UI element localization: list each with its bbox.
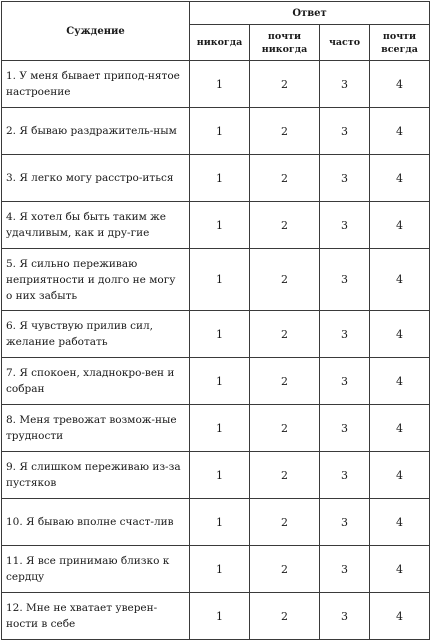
statement-cell: 9. Я слишком переживаю из-за пустяков xyxy=(2,452,190,499)
statement-cell: 11. Я все принимаю близко к сердцу xyxy=(2,546,190,593)
statement-cell: 10. Я бываю вполне счаст-лив xyxy=(2,499,190,546)
table-row xyxy=(2,452,430,499)
table-row xyxy=(2,249,430,311)
score-cell: 3 xyxy=(320,405,370,452)
score-cell: 2 xyxy=(250,249,320,311)
statement-cell: 6. Я чувствую прилив сил, желание работать xyxy=(2,311,190,358)
score-cell: 3 xyxy=(320,358,370,405)
score-cell: 3 xyxy=(320,452,370,499)
table-row xyxy=(2,546,430,593)
table-row xyxy=(2,108,430,155)
score-cell: 4 xyxy=(370,108,430,155)
table-row xyxy=(2,311,430,358)
score-cell: 3 xyxy=(320,311,370,358)
survey-table xyxy=(1,1,430,640)
score-cell: 1 xyxy=(190,452,250,499)
score-cell: 3 xyxy=(320,593,370,640)
score-cell: 4 xyxy=(370,452,430,499)
score-cell: 2 xyxy=(250,546,320,593)
score-cell: 1 xyxy=(190,311,250,358)
score-cell: 2 xyxy=(250,499,320,546)
score-cell: 2 xyxy=(250,452,320,499)
score-cell: 4 xyxy=(370,593,430,640)
column-header-almost-always: почти всегда xyxy=(370,25,430,61)
answer-header: Ответ xyxy=(190,2,430,25)
score-cell: 1 xyxy=(190,593,250,640)
score-cell: 1 xyxy=(190,358,250,405)
score-cell: 4 xyxy=(370,405,430,452)
score-cell: 2 xyxy=(250,108,320,155)
column-header-often: часто xyxy=(320,25,370,61)
score-cell: 4 xyxy=(370,499,430,546)
score-cell: 1 xyxy=(190,61,250,108)
statement-header: Суждение xyxy=(2,2,190,61)
table-row xyxy=(2,61,430,108)
score-cell: 2 xyxy=(250,61,320,108)
score-cell: 3 xyxy=(320,249,370,311)
score-cell: 4 xyxy=(370,202,430,249)
table-row xyxy=(2,593,430,640)
statement-cell: 5. Я сильно переживаю неприятности и долго не могу о них забыть xyxy=(2,249,190,311)
score-cell: 1 xyxy=(190,546,250,593)
score-cell: 2 xyxy=(250,155,320,202)
statement-cell: 8. Меня тревожат возмож-ные трудности xyxy=(2,405,190,452)
statement-cell: 1. У меня бывает припод-нятое настроение xyxy=(2,61,190,108)
score-cell: 3 xyxy=(320,202,370,249)
score-cell: 4 xyxy=(370,61,430,108)
score-cell: 4 xyxy=(370,546,430,593)
score-cell: 3 xyxy=(320,108,370,155)
table-row xyxy=(2,155,430,202)
column-header-never: никогда xyxy=(190,25,250,61)
statement-cell: 7. Я спокоен, хладнокро-вен и собран xyxy=(2,358,190,405)
score-cell: 1 xyxy=(190,499,250,546)
score-cell: 4 xyxy=(370,358,430,405)
score-cell: 2 xyxy=(250,202,320,249)
table-row xyxy=(2,202,430,249)
statement-cell: 4. Я хотел бы быть таким же удачливым, как и дру-гие xyxy=(2,202,190,249)
score-cell: 2 xyxy=(250,358,320,405)
score-cell: 2 xyxy=(250,593,320,640)
score-cell: 4 xyxy=(370,311,430,358)
score-cell: 1 xyxy=(190,405,250,452)
table-row xyxy=(2,358,430,405)
score-cell: 1 xyxy=(190,108,250,155)
score-cell: 1 xyxy=(190,155,250,202)
statement-cell: 2. Я бываю раздражитель-ным xyxy=(2,108,190,155)
score-cell: 3 xyxy=(320,499,370,546)
score-cell: 3 xyxy=(320,546,370,593)
score-cell: 3 xyxy=(320,61,370,108)
score-cell: 2 xyxy=(250,405,320,452)
table-row xyxy=(2,499,430,546)
score-cell: 4 xyxy=(370,249,430,311)
column-header-almost-never: почти никогда xyxy=(250,25,320,61)
score-cell: 2 xyxy=(250,311,320,358)
score-cell: 1 xyxy=(190,202,250,249)
score-cell: 3 xyxy=(320,155,370,202)
table-row xyxy=(2,405,430,452)
statement-cell: 12. Мне не хватает уверен-ности в себе xyxy=(2,593,190,640)
score-cell: 1 xyxy=(190,249,250,311)
statement-cell: 3. Я легко могу расстро-иться xyxy=(2,155,190,202)
score-cell: 4 xyxy=(370,155,430,202)
